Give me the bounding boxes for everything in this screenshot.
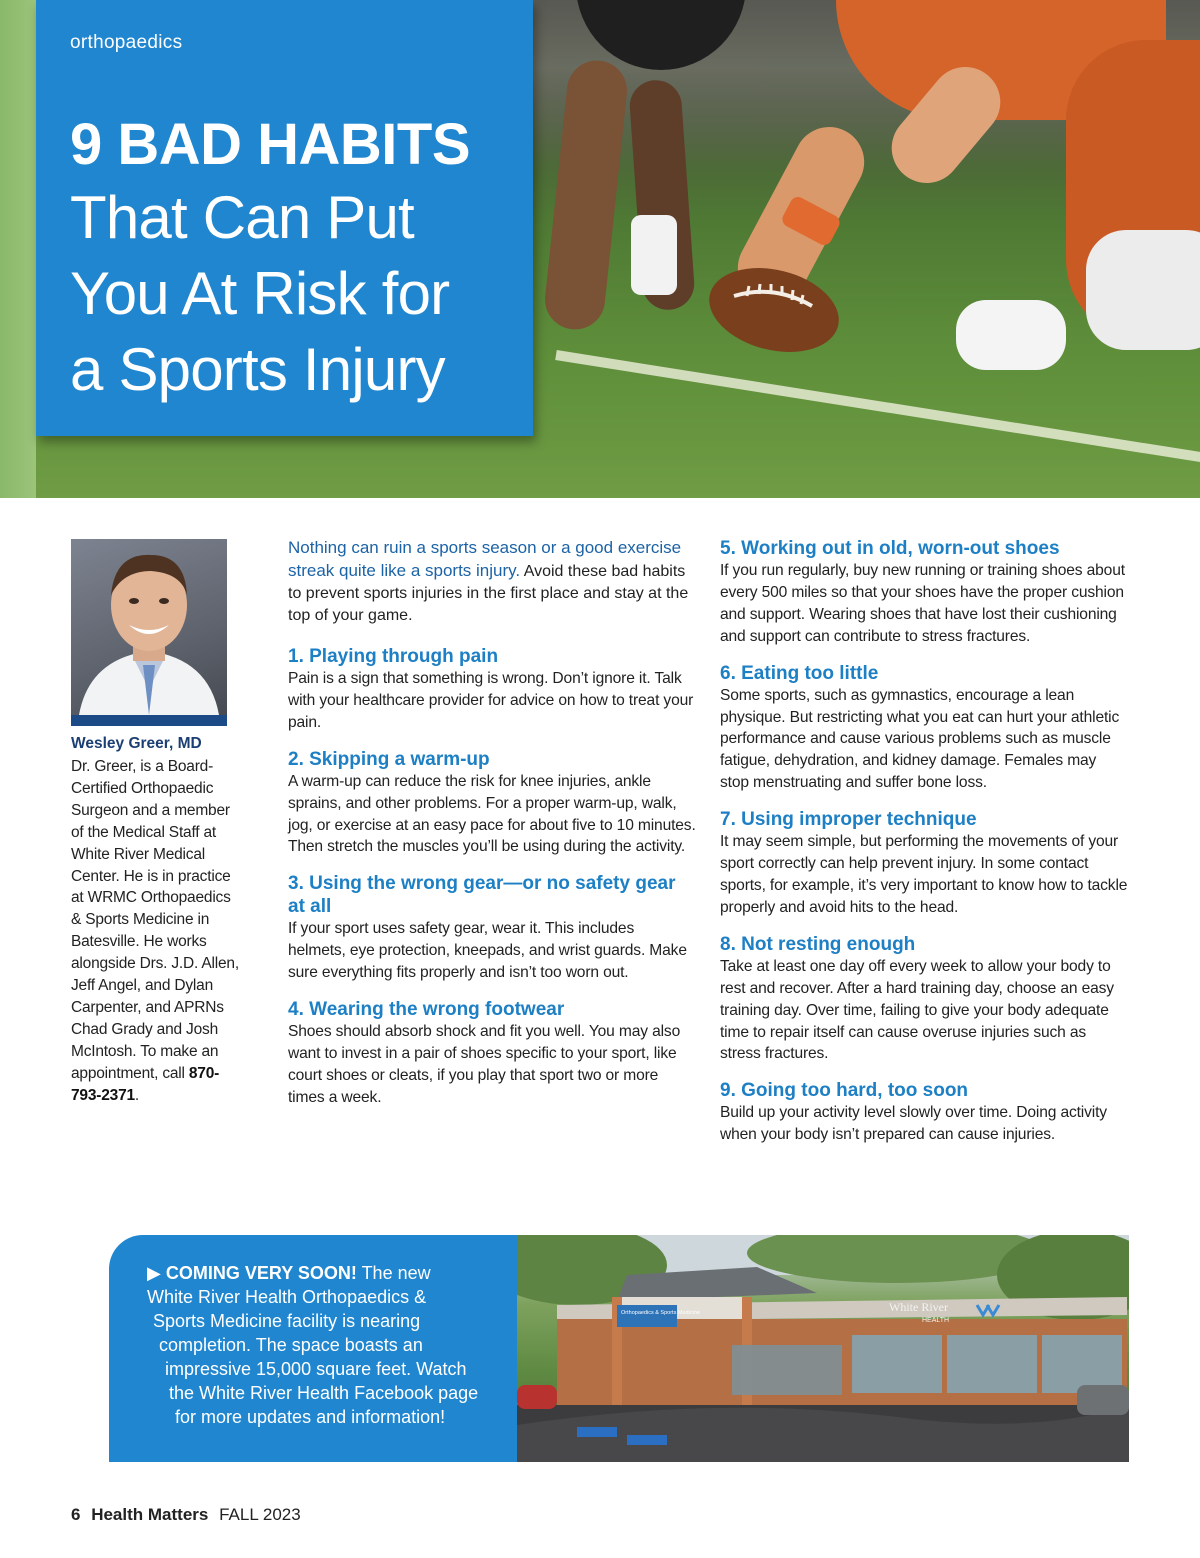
bio-period: .: [134, 1086, 140, 1104]
habit-text: It may seem simple, but performing the movements of your sport correctly can help prevent injury. In some contact sports, for example, it’s very important to know how to tackle properly and avoid hits to the head.: [720, 833, 1128, 916]
page-number: 6: [71, 1505, 81, 1524]
doctor-portrait-illustration: [71, 539, 227, 715]
headline-line-3: a Sports Injury: [70, 336, 445, 403]
appointment-phone[interactable]: 870-793-2371: [71, 1064, 220, 1104]
habit-title: 1. Playing through pain: [288, 646, 499, 667]
habit-text: If your sport uses safety gear, wear it. This includes helmets, eye protection, kneepads, and wrist guards. Make sure everything fits properly and isn’t too worn out.: [288, 920, 687, 982]
habit-title: 7. Using improper technique: [720, 809, 977, 831]
habit-3: [288, 872, 696, 984]
entrance-sign-text: Orthopaedics & Sports Medicine: [621, 1310, 700, 1316]
coming-soon-headline: COMING VERY SOON!: [165, 1263, 357, 1283]
portrait-accent-bar: [71, 715, 227, 726]
football-icon: [704, 262, 844, 358]
coming-soon-banner: [109, 1235, 1129, 1462]
habit-text: A warm-up can reduce the risk for knee injuries, ankle sprains, and other problems. For a proper warm-up, walk, jog, or exercise at an easy pace for about five to 10 minutes. Then stretch the muscles you’ll be using during the activity.: [288, 772, 696, 856]
play-arrow-icon: ▶: [147, 1263, 161, 1283]
habit-title: 2. Skipping a warm-up: [288, 748, 490, 770]
white-cleat: [1086, 230, 1200, 350]
coming-soon-text: [147, 1261, 527, 1429]
habit-4: [288, 998, 696, 1109]
player-sock: [631, 215, 677, 295]
doctor-name: Wesley Greer, MD: [71, 735, 202, 752]
building-sign-sub: HEALTH: [922, 1317, 950, 1324]
habit-text: Some sports, such as gymnastics, encourage a lean physique. But restricting what you eat can hurt your athletic performance and cause various problems such as muscle fatigue, dehydration, and kidney damage. Females may stop menstruating and suffer bone loss.: [720, 686, 1120, 792]
banner-line-1: ▶ COMING VERY SOON! The new: [147, 1263, 431, 1283]
habit-text: Take at least one day off every week to allow your body to rest and recover. After a hard training day, choose an easy training day. Over time, failing to give your body adequate time to repair itself can cause overuse injuries such as stress fractures.: [720, 957, 1114, 1063]
page-footer: [71, 1505, 301, 1525]
yard-line: [555, 350, 1200, 473]
article-column-2: [720, 537, 1128, 1160]
habit-text: Build up your activity level slowly over time. Doing activity when your body isn’t prepared can cause injuries.: [720, 1104, 1107, 1144]
habit-title: 3. Using the wrong gear—or no safety gear at all: [288, 873, 676, 918]
facility-building-illustration: [517, 1235, 1129, 1462]
habit-title: 8. Not resting enough: [720, 933, 916, 955]
habit-text: If you run regularly, buy new running or training shoes about every 500 miles so that your shoes have the proper cushion and support. Wearing shoes that have lost their cushioning and support can contribute to stress fractures.: [720, 562, 1125, 645]
habit-text: Shoes should absorb shock and fit you well. You may also want to invest in a pair of shoes specific to your sport, like court shoes or cleats, if you play that sport two or more times a week.: [288, 1023, 681, 1106]
banner-line-2: White River Health Orthopaedics &: [147, 1287, 427, 1307]
section-label: orthopaedics: [70, 32, 183, 53]
habit-9: [720, 1079, 1128, 1146]
banner-line-4: completion. The space boasts an: [159, 1335, 423, 1355]
article-column-1: [288, 537, 696, 1123]
hero-banner: [0, 0, 1200, 498]
banner-line-5: impressive 15,000 square feet. Watch: [165, 1359, 467, 1379]
doctor-portrait: [71, 539, 227, 715]
banner-line-3: Sports Medicine facility is nearing: [153, 1311, 421, 1331]
habit-8: [720, 933, 1128, 1066]
habit-1: [288, 645, 696, 734]
doctor-bio: [71, 756, 241, 1107]
habit-5: [720, 537, 1128, 648]
intro-paragraph: [288, 537, 696, 627]
banner-line-6: the White River Health Facebook page: [169, 1383, 479, 1403]
intro-lead: Nothing can ruin a sports season or a good exercise streak quite like a sports injury.: [288, 538, 682, 580]
habit-2: [288, 748, 696, 859]
banner-line-7: for more updates and information!: [175, 1407, 446, 1427]
headline-line-1: That Can Put: [70, 184, 414, 251]
title-panel: [36, 0, 533, 436]
issue-label: FALL 2023: [219, 1505, 301, 1524]
doctor-bio-text: Dr. Greer, is a Board-Certified Orthopaedic Surgeon and a member of the Medical Staff at White River Medical Center. He is in practice at WRMC Orthopaedics & Sports Medicine in Batesville. He works alongside Drs. J.D. Allen, Jeff Angel, and Dylan Carpenter, and APRNs Chad Grady and Josh McIntosh. To make an appointment, call: [71, 758, 239, 1082]
magazine-name: Health Matters: [91, 1505, 209, 1524]
habit-7: [720, 808, 1128, 919]
headline-bold: 9 BAD HABITS: [70, 112, 471, 177]
habit-title: 9. Going too hard, too soon: [720, 1080, 969, 1102]
white-glove: [956, 300, 1066, 370]
habit-6: [720, 662, 1128, 795]
habit-title: 4. Wearing the wrong footwear: [288, 999, 565, 1021]
habit-title: 5. Working out in old, worn-out shoes: [720, 538, 1060, 559]
habit-title: 6. Eating too little: [720, 662, 879, 684]
headline-line-2: You At Risk for: [70, 260, 450, 327]
intro-rest: Avoid these bad habits to prevent sports injuries in the first place and stay at the top of your game.: [288, 563, 689, 624]
habit-text: Pain is a sign that something is wrong. Don’t ignore it. Talk with your healthcare provider for advice on how to treat your pain.: [288, 670, 694, 731]
facility-rendering: [517, 1235, 1129, 1462]
building-sign-text: White River: [889, 1300, 948, 1314]
